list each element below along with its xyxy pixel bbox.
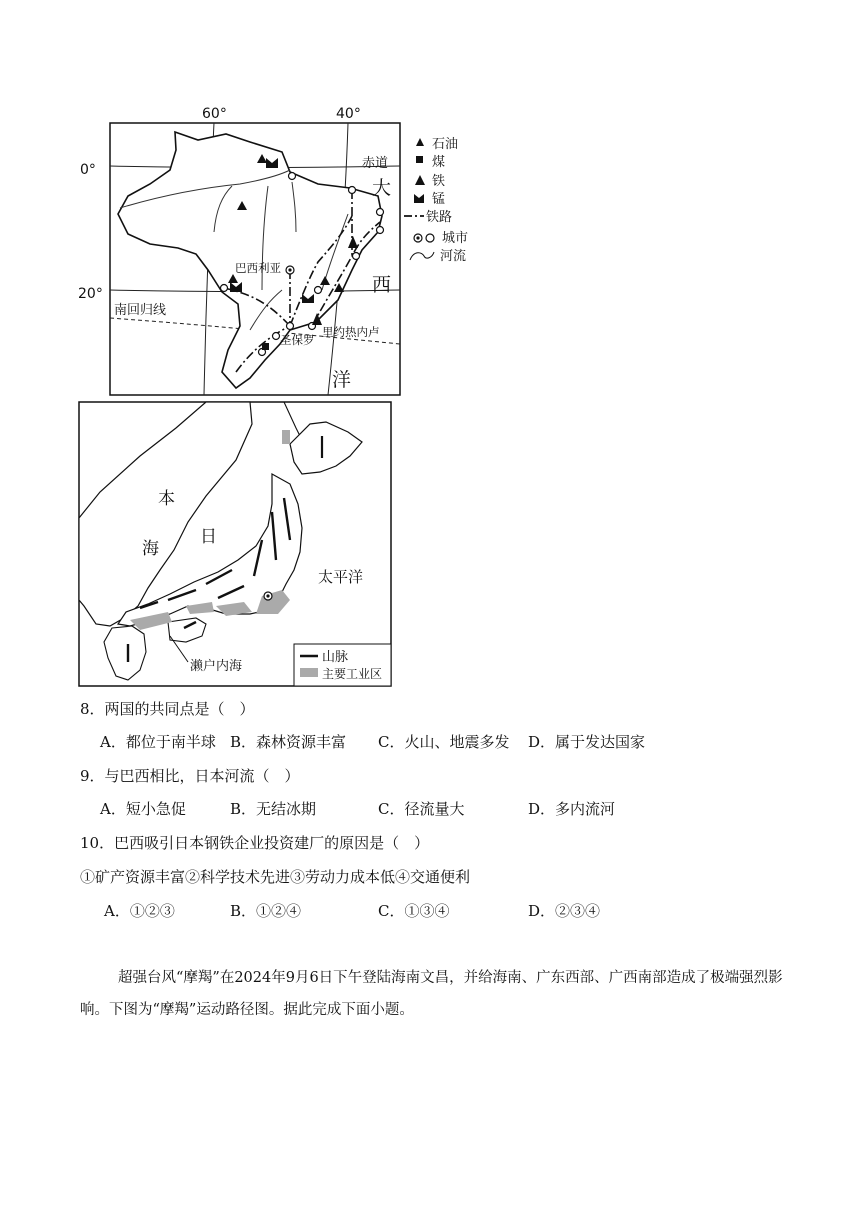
legend-river-label: 河流 <box>440 249 467 264</box>
q8-option-a: A．都位于南半球 <box>100 733 216 751</box>
legend-iron-icon <box>415 175 425 185</box>
city-label-brasilia: 巴西利亚 <box>235 261 281 275</box>
city-9 <box>289 173 296 180</box>
legend-railway-label: 铁路 <box>426 210 453 225</box>
brazil-outline <box>118 132 382 388</box>
legend-industrial-label: 主要工业区 <box>322 667 383 681</box>
city-1 <box>221 285 228 292</box>
ocean-char-1: 大 <box>372 177 392 199</box>
sea-char-3: 海 <box>142 539 159 559</box>
city-brasilia-dot <box>288 268 291 271</box>
sea-char-2: 本 <box>158 489 175 509</box>
question-8-stem: 8．两国的共同点是（ ） <box>80 700 255 718</box>
pacific-label: 太平洋 <box>318 568 364 586</box>
question-9-stem: 9．与巴西相比，日本河流（ ） <box>80 767 300 785</box>
brazil-map <box>0 0 860 400</box>
q8-option-d: D．属于发达国家 <box>528 733 646 751</box>
legend-oil-label: 石油 <box>432 137 459 152</box>
q8-option-b: B．森林资源丰富 <box>230 733 347 751</box>
city-4 <box>377 227 384 234</box>
city-7 <box>273 333 280 340</box>
lat-label-20: 20° <box>78 286 103 302</box>
city-2 <box>349 187 356 194</box>
legend-iron-label: 铁 <box>432 174 446 189</box>
hokkaido-industrial <box>282 430 290 444</box>
q8-option-c: C．火山、地震多发 <box>378 733 510 751</box>
q10-option-a: A．①②③ <box>104 902 175 920</box>
legend-city-icon <box>426 234 434 242</box>
legend-coal-icon <box>416 156 423 163</box>
brazil-legend <box>404 136 468 264</box>
city-6 <box>315 287 322 294</box>
q10-option-b: B．①②④ <box>230 902 302 920</box>
city-3 <box>377 209 384 216</box>
equator-label: 赤道 <box>362 156 389 171</box>
coal-symbol <box>262 343 269 350</box>
legend-manganese-label: 锰 <box>432 192 446 207</box>
q9-option-d: D．多内流河 <box>528 800 616 818</box>
city-label-rio: 里约热内卢 <box>322 325 380 339</box>
legend-city-label: 城市 <box>442 231 469 246</box>
legend-oil-icon <box>416 138 424 146</box>
inland-sea-label: 濑户内海 <box>190 659 243 674</box>
legend-coal-label: 煤 <box>432 155 446 170</box>
lat-label-0: 0° <box>80 162 96 178</box>
legend-river-icon <box>410 252 434 260</box>
legend-industrial-icon <box>300 668 318 677</box>
question-10-statements: ①矿产资源丰富②科学技术先进③劳动力成本低④交通便利 <box>80 868 471 886</box>
q9-option-c: C．径流量大 <box>378 800 465 818</box>
q9-option-b: B．无结冰期 <box>230 800 317 818</box>
question-10-stem: 10．巴西吸引日本钢铁企业投资建厂的原因是（ ） <box>80 834 430 852</box>
lon-label-60: 60° <box>202 106 227 122</box>
tropic-label: 南回归线 <box>114 303 167 318</box>
q10-option-d: D．②③④ <box>528 902 601 920</box>
japan-map <box>0 400 420 690</box>
legend-mountain-label: 山脉 <box>322 650 349 665</box>
q10-option-c: C．①③④ <box>378 902 450 920</box>
city-sao-paulo <box>287 323 294 330</box>
typhoon-passage: 超强台风“摩羯”在2024年9月6日下午登陆海南文昌，并给海南、广东西部、广西南部造成了极端强烈影响。下图为“摩羯”运动路径图。据此完成下面小题。 <box>80 970 783 1018</box>
sea-char-1: 日 <box>200 527 217 547</box>
lon-label-40: 40° <box>336 106 361 122</box>
q9-option-a: A．短小急促 <box>100 800 186 818</box>
legend-manganese-icon <box>414 194 424 203</box>
city-5 <box>353 253 360 260</box>
ocean-char-3: 洋 <box>332 369 352 391</box>
ocean-char-2: 西 <box>372 274 392 296</box>
city-label-sao-paulo: 圣保罗 <box>280 333 315 347</box>
